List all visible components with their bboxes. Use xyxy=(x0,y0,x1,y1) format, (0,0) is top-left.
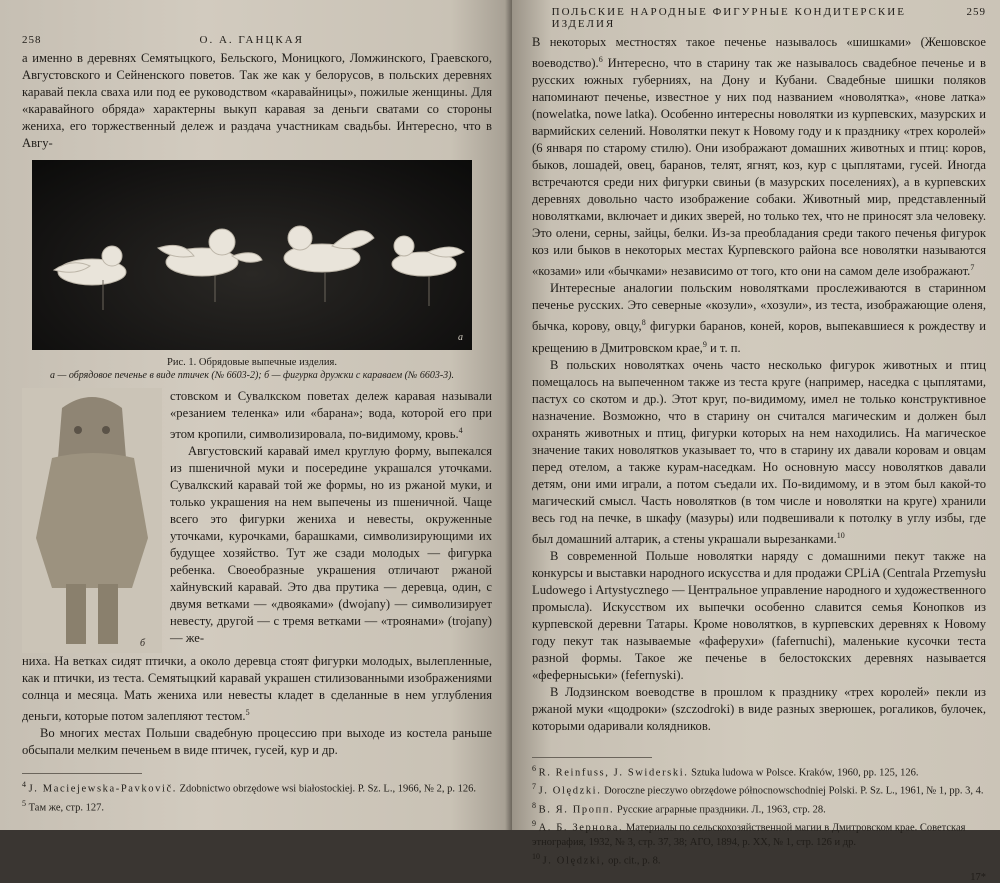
wrapped-paragraph xyxy=(170,388,492,443)
footnote-6-text: Sztuka ludowa w Polsce. Kraków, 1960, pp. 125, 126. xyxy=(691,767,919,779)
footnote-ref-6[interactable]: 6 xyxy=(598,55,603,64)
figure-1b-doll-photo xyxy=(22,388,162,653)
footnote-ref-9[interactable]: 9 xyxy=(702,339,707,349)
wrapped-paragraph-text: стовском и Сувалкском поветах дележ каравая называли «резанием теленка» или «барана»; вода, которой его при этом кропили, символизировала, по-видимому, кровь. xyxy=(170,389,492,442)
footnote-8-text: Русские аграрные праздники. Л., 1963, стр. 28. xyxy=(616,804,826,816)
figure-1-title: Рис. 1. Обрядовые выпечные изделия. xyxy=(167,357,337,368)
left-paragraph-bottom: Во многих местах Польши свадебную процессию при выходе из костела раньше обсыпали мелким печеньем в виде птичек, гусей, кур и др. xyxy=(22,726,492,758)
right-paragraph-3 xyxy=(532,357,986,548)
right-footnote-rule xyxy=(532,757,652,758)
footnote-4 xyxy=(22,778,492,797)
left-page-number: 258 xyxy=(22,34,42,46)
footnote-10-number: 10 xyxy=(532,851,540,861)
footnote-5 xyxy=(22,797,492,816)
figure-1b-block xyxy=(22,388,492,653)
footnote-8 xyxy=(532,799,986,818)
footnote-10-author: J. Olędzki, xyxy=(542,855,606,867)
right-paragraph-3-text: В польских новолятках очень часто несколько фигурок животных и птиц помещалось на выпеченном также из теста круге (например, наседка с цыплятами, пастух со скотом и др.). Этот круг, по-видимому, имел не только конструктивное назначение. Возможно, что в старину он считался магическим и должен был охранять животных и птиц, фигурки которых на нем находились. На магическое значение таких новолятков указывает то, что в старину их давали коровам и овцам перед отелом, а также курам-наседкам. Но основную массу новолятков давали детям, они ими играли, а потом съедали их. По-видимому, и в этом был какой-то магический смысл. Часть новолятков (в том числе и новолятки на круге) хранили весь год на печке, в шкафу (мазуры) или подвешивали к потолку в углу избы, где был домашний алтарик, а стены украшали вырезанками. xyxy=(532,357,986,546)
footnote-8-author: В. Я. Пропп. xyxy=(538,804,615,816)
augustow-paragraph: Августовский каравай имел круглую форму, выпекался из пшеничной муки и посередине украшался уточками. Сувалкский каравай той же формы, но из ржаной муки, и только украшения на нем выпечены из пшеничной. Чаще всего это фигурки жениха и невесты, окруженные уточками, курочками, барашками, символизирующими их будущее хозяйство. Тут же сзади молодых — фигурка ребенка. Своеобразные украшения отличают ржаной хайнувский каравай. Это два прутика — деревца, один, с двумя ветками — «двояками» (dwojany) — символизирует невесту, другой — с тремя ветками — «троянами» (trojany) — же- xyxy=(170,444,492,646)
right-running-head xyxy=(532,6,986,30)
left-paragraph-top: а именно в деревнях Семятыцкого, Бельского, Моницкого, Ломжинского, Граевского, Августовского и Сейненского поветов. Так же как у белорусов, в польских деревнях каравай пекла сваха или под ее руководством «каравайницы», пожилые женщины. Для «каравайного обряда» характерны выкуп каравая за деньги сватами со стороны жениха, его торжественный дележ и раздача участникам свадьбы. Интересно, что в Авгу- xyxy=(22,51,492,150)
footnote-6-number: 6 xyxy=(532,763,536,773)
footnote-4-number: 4 xyxy=(22,780,26,790)
right-footnotes xyxy=(532,762,986,869)
footnote-ref-8[interactable]: 8 xyxy=(641,318,646,328)
right-page xyxy=(512,0,1000,883)
left-footnote-rule xyxy=(22,773,142,774)
figure-letter-b: б xyxy=(140,638,146,649)
groomsman-figure-illustration xyxy=(22,388,162,653)
footnote-4-text: Zdobnictwo obrzędowe wsi białostockiej. P. Sz. L., 1966, № 2, p. 126. xyxy=(179,783,476,795)
left-running-head xyxy=(22,34,492,46)
footnote-ref-7[interactable]: 7 xyxy=(970,263,975,273)
left-page xyxy=(0,0,512,830)
footnote-6-author: R. Reinfuss, J. Swiderski. xyxy=(538,767,689,779)
right-paragraph-1-continuation: Интересно, что в старину так же называлось свадебное печенье и в русских южных губерниях, на Дону и Кубани. Свадебные шишки поляков напоминают печенье, известное у них под названием «новолятка», «нове латка» (nowelatka, nowe latka). Особенно интересны новолятки из курпевских, мазурских и вармийских селений. Новолятки пекут к Новому году и к празднику «трех королей» (6 января по старому стилю). Они изображают домашних животных и птиц: коров, быков, лошадей, овец, баранов, телят, ягнят, коз, кур с цыплятами, гусей. Иногда встречаются среди них фигурки свиньи (в мазурских поселениях), а в курпевских деревнях довольно часто изображение собаки. Животный мир, представленный новолятками, включает и диких зверей, но только тех, что не приносят зла человеку. Это олени, серны, зайцы, белки. Из-за преобладания среди такого печенья фигурок коз или быков в некоторых местах Курпевского района все новолятки называются «козами» или «бычками» независимо от того, кто они на самом деле изображают. xyxy=(532,56,986,279)
right-paragraph-2-text: Интересные аналогии польским новолятками прослеживаются в старинном печенье русских. Это северные «козули», «хозули», из теста, изображающие оленя, бычка, корову, овцу, xyxy=(532,281,986,334)
right-paragraph-4: В современной Польше новолятки наряду с домашними пекут также на конкурсы и выставки народного искусства и для продажи CPLiA (Centrala Przemysłu Ludowego i Artystycznego — Центральное управление народного и художественного промысла). Искусством их выпечки особенно славится семья Конопков из курпевской деревни Татары. Кроме новолятков, в курпевских деревнях к Новому году пекут так называемые «фаферухи» (fafernuchi), маленькие кусочки теста разной формы. Такое же печенье в белостокских деревнях называется «феферныськи» (fefernyski). xyxy=(532,548,986,682)
footnote-9 xyxy=(532,817,986,850)
footnote-7-number: 7 xyxy=(532,782,536,792)
right-paragraph-5: В Лодзинском воеводстве в прошлом к празднику «трех королей» пекли из ржаной муки «щодроки» (szczodroki) в виде разных зверюшек, рогаликов, булочек, которыми одаривали колядников. xyxy=(532,684,986,733)
right-paragraph-1 xyxy=(532,34,986,280)
bird-cookies-illustration xyxy=(32,160,472,350)
footnote-10 xyxy=(532,850,986,869)
footnote-ref-5[interactable]: 5 xyxy=(245,708,250,717)
footnote-9-text: Материалы по сельскохозяйственной магии в Дмитровском крае. Советская этнография, 1932, № 3, стр. 37, 38; АГО, 1894, р. XX, № 1, стр. 126 и др. xyxy=(532,822,966,848)
wrapped-text-column xyxy=(162,388,492,653)
left-running-title: О. А. ГАНЦКАЯ xyxy=(199,34,304,46)
footnote-ref-4[interactable]: 4 xyxy=(458,426,463,435)
right-paragraph-2-continuation: фигурки баранов, коней, коров, выпекавшиеся к рождеству и крещению в Дмитровском крае, xyxy=(532,319,986,355)
footnote-5-number: 5 xyxy=(22,798,26,808)
footnote-5-text: Там же, стр. 127. xyxy=(28,802,104,814)
figure-letter-a: а xyxy=(458,332,463,343)
footnote-7-text: Doroczne pieczywo obrzędowe północnowschodniej Polski. P. Sz. L., 1961, № 1, pp. 3, 4. xyxy=(604,785,984,797)
continued-paragraph xyxy=(22,653,492,725)
right-running-title: ПОЛЬСКИЕ НАРОДНЫЕ ФИГУРНЫЕ КОНДИТЕРСКИЕ ИЗДЕЛИЯ xyxy=(551,6,906,30)
right-paragraph-2-end: и т. п. xyxy=(710,340,741,355)
footnote-10-text: op. cit., p. 8. xyxy=(608,855,661,867)
footnote-9-number: 9 xyxy=(532,819,536,829)
footnote-9-author: А. Б. Зернова. xyxy=(538,822,624,834)
footnote-8-number: 8 xyxy=(532,800,536,810)
left-footnotes xyxy=(22,778,492,815)
right-paragraph-2 xyxy=(532,280,986,356)
signature-mark: 17* xyxy=(970,872,986,883)
footnote-7-author: J. Olędzki. xyxy=(538,785,602,797)
figure-1-caption xyxy=(32,356,472,382)
footnote-4-author: J. Maciejewska-Pavkovič. xyxy=(28,783,177,795)
figure-1-subcaption: а — обрядовое печенье в виде птичек (№ 6603-2); б — фигурка дружки с караваем (№ 6603-3). xyxy=(49,370,455,381)
continued-paragraph-text: ниха. На ветках сидят птички, а около деревца стоят фигурки молодых, вылепленные, как и птички, из теста. Семятыцкий каравай украшен стилизованными изображениями солнца и месяца. Мать жениха или невесты кладет в сделанные в нем углубления деньги, которые потом залепляют тестом. xyxy=(22,654,492,724)
footnote-7 xyxy=(532,780,986,799)
right-paragraph-1-text: В некоторых местностях такое печенье называлось «шишками» (Жешовское воеводство). xyxy=(532,35,986,71)
right-page-number: 259 xyxy=(966,6,986,18)
footnote-ref-10[interactable]: 10 xyxy=(836,530,845,540)
footnote-6 xyxy=(532,762,986,781)
figure-1a-bird-cookies-photo xyxy=(32,160,472,350)
